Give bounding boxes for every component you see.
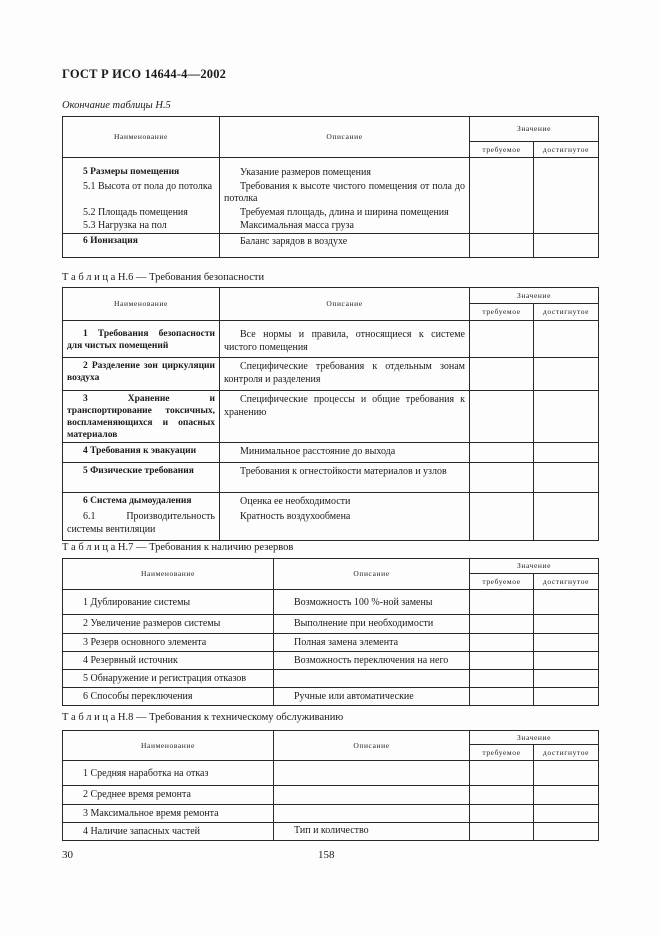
col-header-value: Значение <box>470 559 599 574</box>
row-description: Выполнение при необходимости <box>274 615 470 634</box>
row-name: 3 Резерв основного элемента <box>63 634 274 652</box>
page-number-center: 158 <box>318 849 335 861</box>
table-h7-caption: Т а б л и ц а Н.7 — Требования к наличию резервов <box>62 542 294 553</box>
col-header-required: требуемое <box>470 574 534 590</box>
col-header-achieved: достигнутое <box>534 574 599 590</box>
col-header-name: Наименование <box>63 731 274 761</box>
table-row <box>63 206 599 220</box>
row-name: 2 Увеличение размеров системы <box>63 615 274 634</box>
row-description: Полная замена элемента <box>274 634 470 652</box>
row-name: 2 Разделение зон циркуляции воздуха <box>63 358 220 391</box>
table-row <box>63 761 599 786</box>
table-row <box>63 492 599 510</box>
row-description: Ручные или автоматические <box>274 688 470 706</box>
row-name: 6 Ионизация <box>63 233 220 257</box>
table-h5-caption: Окончание таблицы Н.5 <box>62 100 171 111</box>
row-name: 4 Наличие запасных частей <box>63 823 274 841</box>
row-name: 5.3 Нагрузка на пол <box>63 219 220 233</box>
table-row <box>63 391 599 443</box>
table-row <box>63 670 599 688</box>
row-name: 5.1 Высота от пола до потолка <box>63 180 220 206</box>
table-row <box>63 688 599 706</box>
col-header-description: Описание <box>220 117 470 158</box>
row-description: Кратность воздухообмена <box>220 510 470 540</box>
row-name: 3 Хранение и транспортирование токсичных, воспламеняющихся и опасных материалов <box>63 391 220 443</box>
col-header-required: требуемое <box>470 745 534 761</box>
table-row <box>63 462 599 492</box>
table-row <box>63 786 599 805</box>
table-h6-caption: Т а б л и ц а Н.6 — Требования безопасности <box>62 272 265 283</box>
row-description <box>274 805 470 823</box>
row-description: Максимальная масса груза <box>220 219 470 233</box>
row-description: Возможность переключения на него <box>274 652 470 670</box>
row-description: Минимальное расстояние до выхода <box>220 442 470 462</box>
row-description: Требования к высоте чистого помещения от пола до потолка <box>220 180 470 206</box>
row-description: Оценка ее необходимости <box>220 492 470 510</box>
row-name: 5 Размеры помещения <box>63 158 220 180</box>
table-row <box>63 233 599 257</box>
row-name: 4 Требования к эвакуации <box>63 442 220 462</box>
table-h7 <box>62 558 599 706</box>
col-header-achieved: достигнутое <box>534 745 599 761</box>
col-header-required: требуемое <box>470 142 534 158</box>
row-description: Указание размеров помещения <box>220 158 470 180</box>
col-header-description: Описание <box>274 559 470 590</box>
col-header-description: Описание <box>220 288 470 321</box>
col-header-value: Значение <box>470 117 599 142</box>
table-row <box>63 442 599 462</box>
row-description <box>274 786 470 805</box>
table-h8 <box>62 730 599 841</box>
row-description: Требуемая площадь, длина и ширина помещения <box>220 206 470 220</box>
row-description: Специфические процессы и общие требования к хранению <box>220 391 470 443</box>
table-row <box>63 823 599 841</box>
table-h5 <box>62 116 599 258</box>
row-name: 6 Система дымоудаления <box>63 492 220 510</box>
col-header-name: Наименование <box>63 117 220 158</box>
row-name: 5 Обнаружение и регистрация отказов <box>63 670 274 688</box>
row-description <box>274 670 470 688</box>
row-name: 1 Дублирование системы <box>63 590 274 615</box>
col-header-value: Значение <box>470 731 599 745</box>
table-row <box>63 634 599 652</box>
table-row <box>63 180 599 206</box>
table-row <box>63 805 599 823</box>
row-name: 1 Средняя наработка на отказ <box>63 761 274 786</box>
row-name: 6.1 Производительность системы вентиляции <box>63 510 220 540</box>
row-description: Баланс зарядов в воздухе <box>220 233 470 257</box>
table-row <box>63 510 599 540</box>
row-name: 4 Резервный источник <box>63 652 274 670</box>
row-name: 3 Максимальное время ремонта <box>63 805 274 823</box>
table-h8-caption: Т а б л и ц а Н.8 — Требования к техническому обслуживанию <box>62 712 344 723</box>
row-description <box>274 761 470 786</box>
table-row <box>63 652 599 670</box>
table-row <box>63 219 599 233</box>
table-row <box>63 158 599 180</box>
standard-title: ГОСТ Р ИСО 14644-4—2002 <box>62 67 227 81</box>
row-description: Тип и количество <box>274 823 470 841</box>
table-row <box>63 321 599 358</box>
row-description: Все нормы и правила, относящиеся к системе чистого помещения <box>220 321 470 358</box>
col-header-achieved: достигнутое <box>534 304 599 321</box>
row-description: Требования к огнестойкости материалов и узлов <box>220 462 470 492</box>
col-header-name: Наименование <box>63 559 274 590</box>
row-name: 5 Физические требования <box>63 462 220 492</box>
table-row <box>63 590 599 615</box>
row-name: 1 Требования безопасности для чистых помещений <box>63 321 220 358</box>
row-description: Возможность 100 %-ной замены <box>274 590 470 615</box>
col-header-achieved: достигнутое <box>534 142 599 158</box>
row-name: 2 Среднее время ремонта <box>63 786 274 805</box>
col-header-description: Описание <box>274 731 470 761</box>
col-header-value: Значение <box>470 288 599 304</box>
col-header-required: требуемое <box>470 304 534 321</box>
table-row <box>63 615 599 634</box>
row-name: 5.2 Площадь помещения <box>63 206 220 220</box>
col-header-name: Наименование <box>63 288 220 321</box>
page-number-left: 30 <box>62 849 73 861</box>
row-name: 6 Способы переключения <box>63 688 274 706</box>
row-description: Специфические требования к отдельным зонам контроля и разделения <box>220 358 470 391</box>
table-row <box>63 358 599 391</box>
table-h6 <box>62 287 599 541</box>
